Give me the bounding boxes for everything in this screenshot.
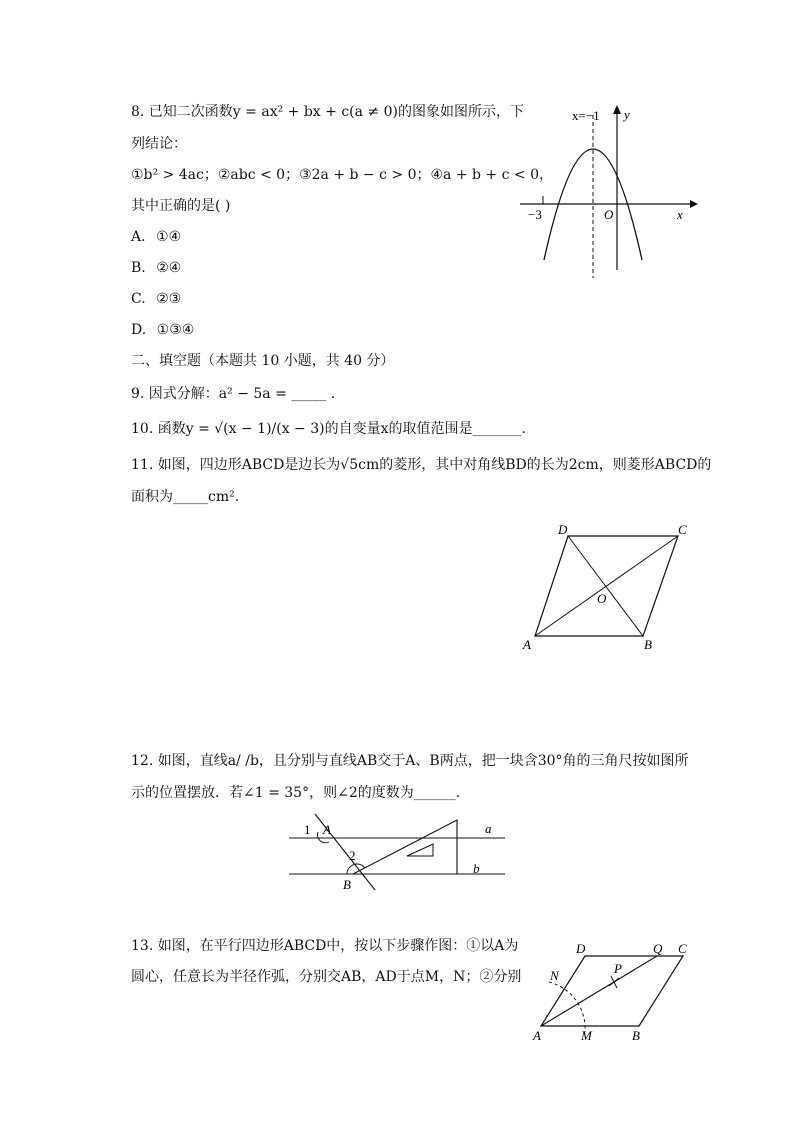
line-b-label: b — [473, 861, 480, 876]
arc-mn — [549, 982, 585, 1032]
diagonal-bd — [568, 536, 643, 636]
point-n: N — [550, 968, 559, 983]
option-label: B. — [131, 260, 146, 276]
option-text: ②③ — [156, 291, 182, 307]
option-label: C. — [131, 291, 146, 307]
vertex-c: C — [678, 522, 687, 537]
origin-label: O — [604, 207, 614, 222]
q10-text: 10. 函数y = √(x − 1)/(x − 3)的自变量x的取值范围是_______. — [131, 421, 526, 437]
line-a-label: a — [485, 821, 492, 836]
q8-parabola-figure — [520, 100, 700, 280]
arc-mark-2 — [609, 978, 619, 986]
line-aq — [541, 956, 657, 1026]
vertex-c: C — [678, 941, 687, 956]
point-b-label: B — [343, 877, 351, 892]
vertex-a: A — [523, 637, 531, 652]
q12-parallel-lines-figure — [285, 812, 515, 892]
vertex-d: D — [576, 941, 586, 956]
q8-option-a — [131, 227, 181, 247]
q8-option-d — [131, 320, 194, 340]
q11-line-2: 面积为_____cm². — [131, 489, 240, 505]
q8-option-c — [131, 289, 181, 309]
tick-label: −3 — [528, 207, 542, 222]
q8-option-b — [131, 258, 181, 278]
option-label: D. — [131, 322, 147, 338]
vertex-b: B — [644, 637, 652, 652]
point-q: Q — [653, 941, 663, 956]
point-m: M — [581, 1028, 592, 1043]
vertex-b: B — [632, 1028, 640, 1043]
center-o: O — [597, 591, 607, 606]
q12-line-2: 示的位置摆放．若∠1 = 35°，则∠2的度数为______. — [131, 785, 461, 801]
x-axis-arrow — [690, 200, 698, 208]
q8-line-3: ①b² > 4ac；②abc < 0；③2a + b − c > 0；④a + b + c < 0， — [131, 167, 553, 183]
diagonal-ac — [535, 536, 678, 636]
triangle-ruler — [353, 820, 457, 874]
y-label: y — [624, 107, 630, 122]
q13-parallelogram-figure — [525, 936, 705, 1048]
option-text: ②④ — [156, 260, 182, 276]
angle-1-label: 1 — [304, 822, 311, 837]
triangle-inner — [407, 844, 433, 856]
q13-line-2: 圆心，任意长为半径作弧，分别交AB，AD于点M，N；②分别 — [131, 969, 522, 985]
option-text: ①③④ — [156, 322, 195, 338]
y-axis-arrow — [613, 105, 621, 114]
q8-line-1: 8. 已知二次函数y = ax² + bx + c(a ≠ 0)的图象如图所示，下 — [131, 104, 524, 120]
q13-line-1: 13. 如图，在平行四边形ABCD中，按以下步骤作图：①以A为 — [131, 938, 519, 954]
point-a-label: A — [323, 822, 331, 837]
q12-line-1: 12. 如图，直线a/ /b，且分别与直线AB交于A、B两点，把一块含30°角的三角尺按如图所 — [131, 753, 689, 769]
q11-rhombus-figure — [515, 518, 705, 658]
x-label: x — [677, 207, 683, 222]
option-label: A. — [131, 229, 146, 245]
vertex-a: A — [533, 1028, 541, 1043]
q8-line-2: 列结论： — [131, 136, 187, 152]
q8-line-4: 其中正确的是( ) — [131, 198, 231, 214]
q11-line-1: 11. 如图，四边形ABCD是边长为√5cm的菱形，其中对角线BD的长为2cm，则菱形ABCD的 — [131, 457, 712, 473]
section-title: 二、填空题（本题共 10 小题，共 40 分） — [131, 353, 395, 369]
vertex-d: D — [558, 522, 568, 537]
q9-text: 9. 因式分解：a² − 5a = _____ . — [131, 386, 336, 402]
parallelogram-outline — [541, 956, 683, 1026]
angle-2-label: 2 — [349, 848, 356, 863]
option-text: ①④ — [156, 229, 182, 245]
axis-label: x=−1 — [572, 108, 600, 123]
point-p: P — [614, 961, 622, 976]
